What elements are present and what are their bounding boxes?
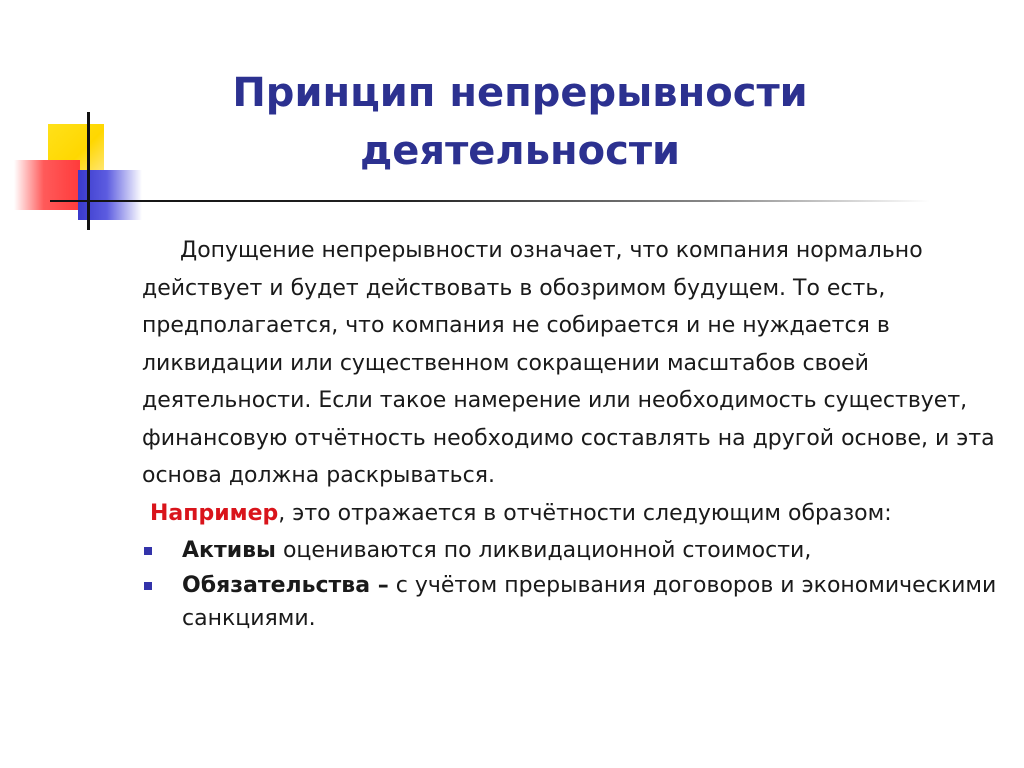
bullet-text: оцениваются по ликвидационной стоимости, [275,538,812,563]
example-lead: Например [150,500,279,526]
slide-body [142,232,1002,635]
bullet-term: Обязательства – [182,573,389,598]
title-divider [50,200,930,202]
square-bullet-icon [144,582,152,590]
vertical-rule [87,112,90,230]
bullet-text: с учётом прерывания договоров и экономическими санкциями. [182,573,997,631]
red-square-icon [14,160,80,210]
bullet-list [142,534,1002,635]
example-line [142,495,1002,533]
square-bullet-icon [144,547,152,555]
main-paragraph: Допущение непрерывности означает, что компания нормально действует и будет действовать в обозримом будущем. То есть, предполагается, что компания не собирается и не нуждается в ликвидации или существенном сокращении масштабов своей деятельности. Если такое намерение или необходимость существует, финансовую отчётность необходимо составлять на другой основе, и эта основа должна раскрываться. [142,238,995,488]
example-rest: , это отражается в отчётности следующим образом: [278,500,892,526]
bullet-term: Активы [182,538,276,563]
list-item [142,569,1002,635]
list-item [142,534,1002,567]
slide-title: Принцип непрерывности деятельности [232,70,808,174]
